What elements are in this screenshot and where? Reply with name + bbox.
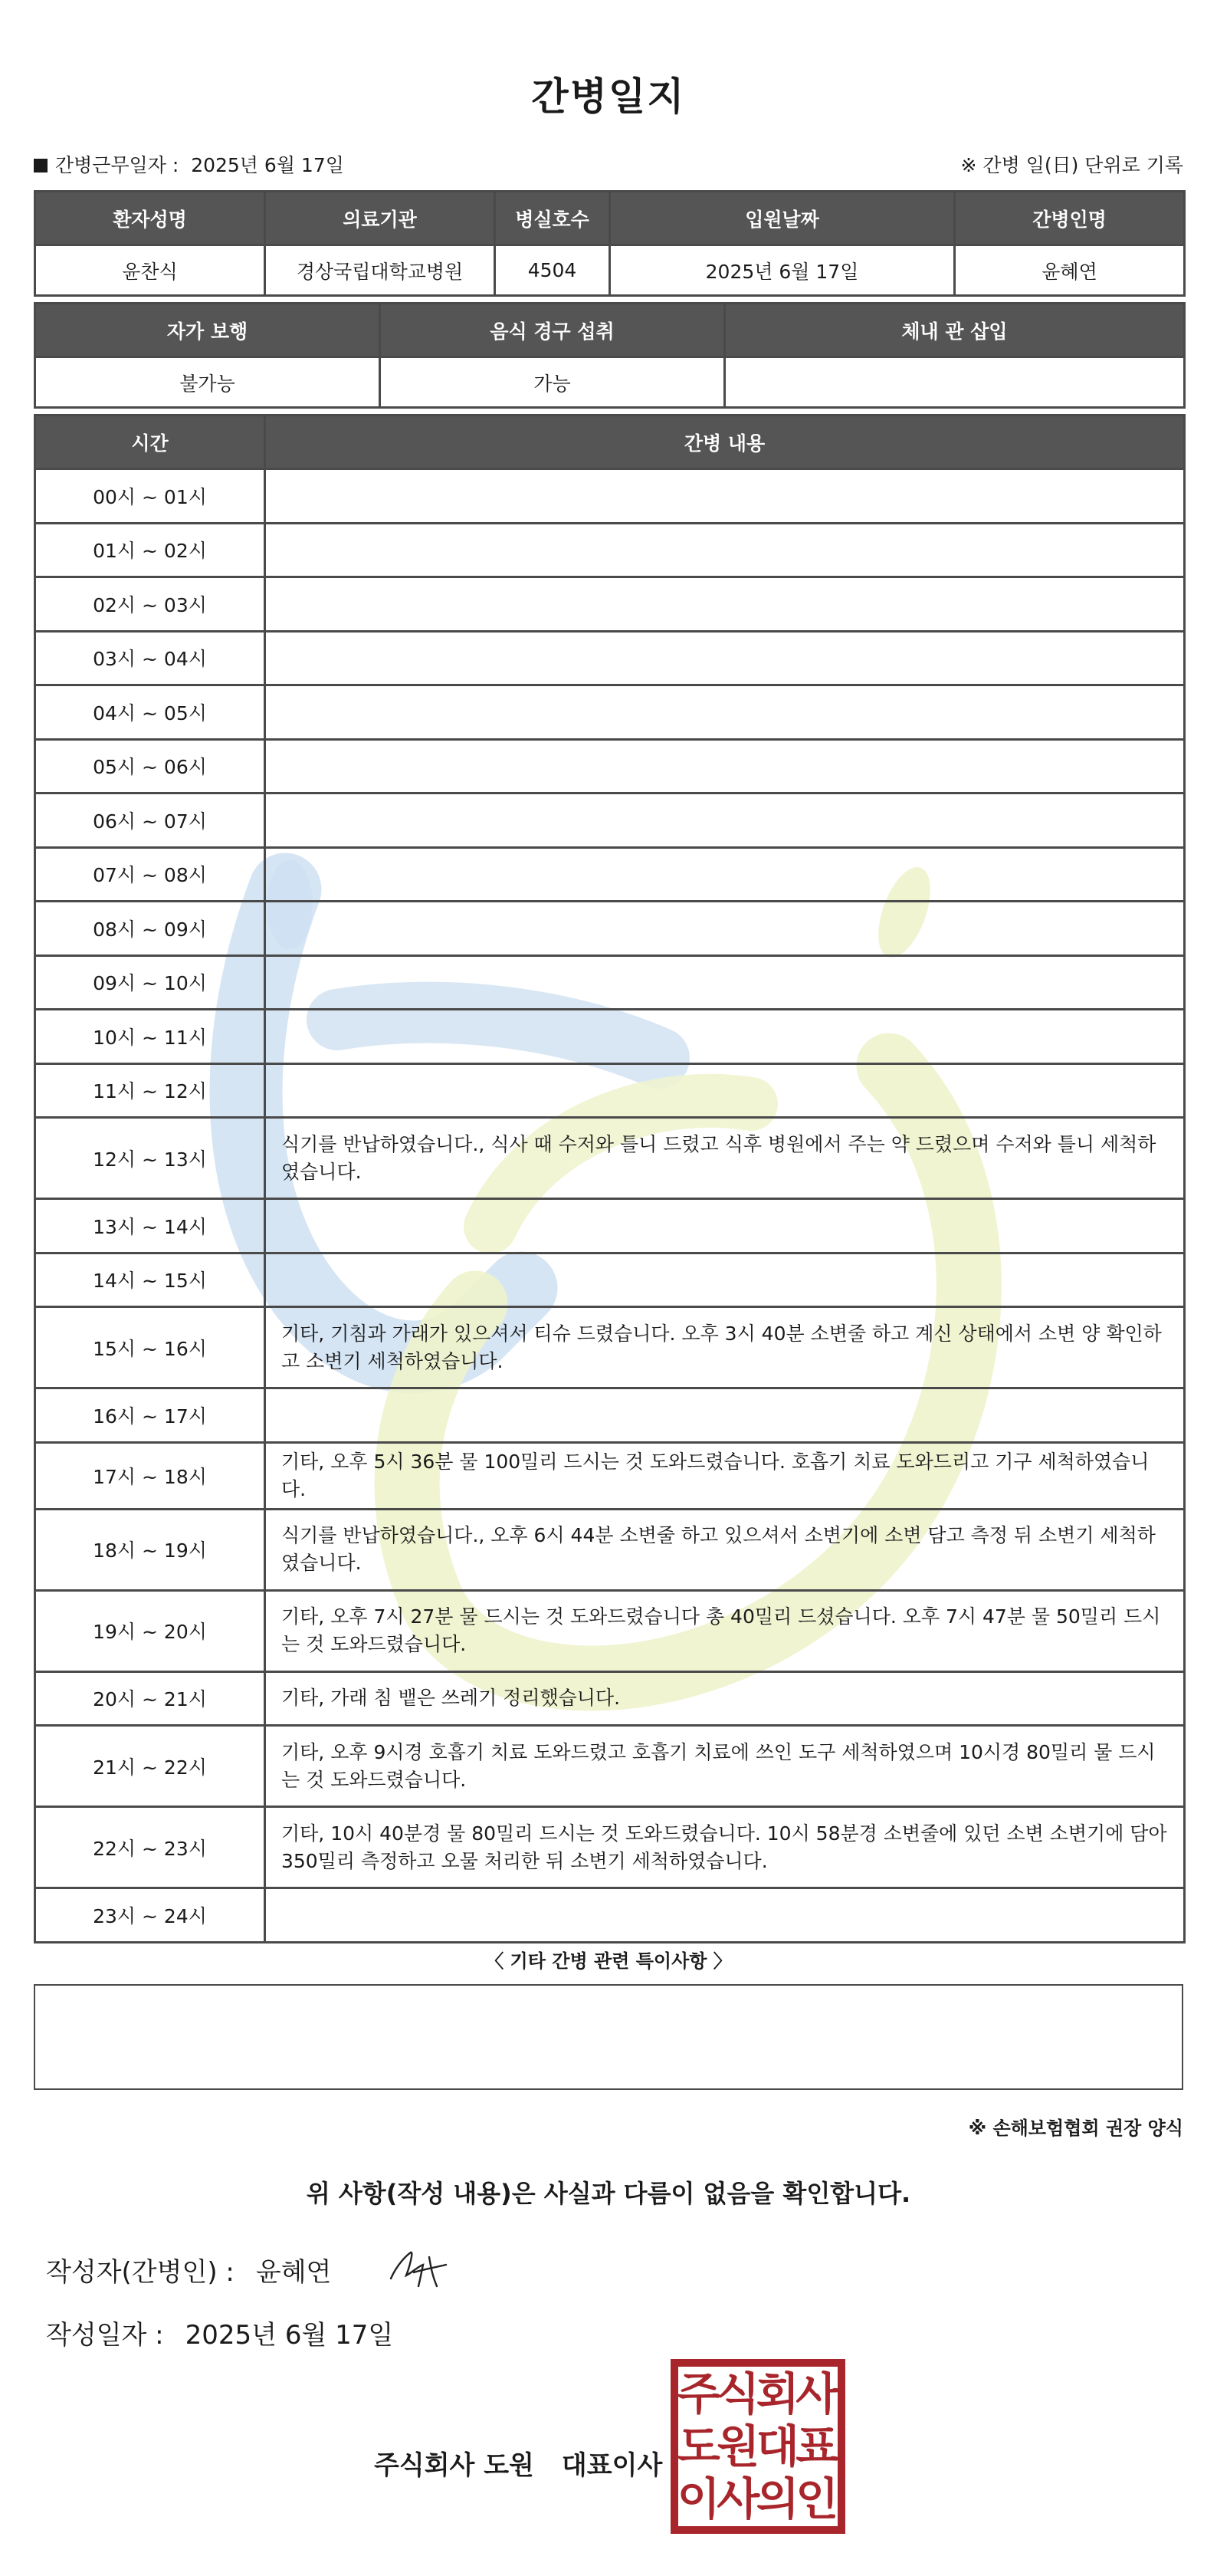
patient-name: 윤찬식: [35, 245, 265, 296]
table-row: [35, 1388, 1185, 1443]
time-cell: 18시 ~ 19시: [35, 1509, 265, 1590]
seal-char: 이: [677, 2472, 720, 2525]
seal-char: 원: [717, 2420, 760, 2472]
time-cell: 06시 ~ 07시: [35, 794, 265, 848]
table-row: [35, 1442, 1185, 1509]
time-cell: 22시 ~ 23시: [35, 1807, 265, 1888]
care-date-line: [34, 150, 344, 178]
table-row: [35, 685, 1185, 740]
time-cell: 04시 ~ 05시: [35, 685, 265, 740]
time-cell: 17시 ~ 18시: [35, 1442, 265, 1509]
seal-char: 의: [756, 2472, 799, 2525]
room-number: 4504: [495, 245, 610, 296]
admission-date: 2025년 6월 17일: [610, 245, 955, 296]
table-row: [35, 955, 1185, 1010]
unit-note: ※ 간병 일(日) 단위로 기록: [960, 154, 1183, 176]
company-seal: [670, 2358, 846, 2535]
seal-char: 사: [717, 2472, 760, 2525]
oral-intake-value: 가능: [380, 357, 725, 408]
note-cell: 식기를 반납하였습니다., 식사 때 수저와 틀니 드렸고 식후 병원에서 주는 약 드렸으며 수저와 틀니 세척하였습니다.: [265, 1118, 1185, 1199]
seal-char: 대: [756, 2420, 799, 2472]
time-cell: 05시 ~ 06시: [35, 739, 265, 794]
self-walking-value: 불가능: [35, 357, 380, 408]
writer-line: [46, 2251, 331, 2288]
note-cell: [265, 1199, 1185, 1254]
seal-char: 표: [795, 2420, 839, 2472]
table-row: [35, 577, 1185, 632]
seal-char: 도: [677, 2420, 720, 2472]
written-date-value: 2025년 6월 17일: [185, 2320, 394, 2351]
time-cell: 15시 ~ 16시: [35, 1307, 265, 1388]
note-cell: [265, 685, 1185, 740]
signature-mark: [383, 2242, 452, 2295]
note-cell: 기타, 오후 7시 27분 물 드시는 것 도와드렸습니다 총 40밀리 드셨습니다. 오후 7시 47분 물 50밀리 드시는 것 도와드렸습니다.: [265, 1590, 1185, 1671]
table-row: [35, 523, 1185, 577]
table-row: [35, 631, 1185, 685]
patient-info-table: [34, 190, 1186, 297]
header-care-content: 간병 내용: [265, 416, 1185, 469]
note-cell: 기타, 10시 40분경 물 80밀리 드시는 것 도와드렸습니다. 10시 58분경 소변줄에 있던 소변 소변기에 담아 350밀리 측정하고 오물 처리한 뒤 소변기 세척하였습니다.: [265, 1807, 1185, 1888]
page-title: 간병일지: [531, 74, 686, 119]
header-patient-name: 환자성명: [35, 192, 265, 245]
note-cell: 기타, 오후 9시경 호흡기 치료 도와드렸고 호흡기 치료에 쓰인 도구 세척하였으며 10시경 80밀리 물 드시는 것 도와드렸습니다.: [265, 1726, 1185, 1807]
seal-char: 주: [677, 2367, 720, 2420]
seal-char: 식: [717, 2367, 760, 2420]
note-cell: 기타, 가래 침 뱉은 쓰레기 정리했습니다.: [265, 1671, 1185, 1726]
square-bullet-icon: [34, 159, 48, 172]
time-cell: 13시 ~ 14시: [35, 1199, 265, 1254]
company-signature-line: [374, 2444, 662, 2482]
note-cell: [265, 1253, 1185, 1307]
company-name: 주식회사 도원: [374, 2450, 534, 2481]
time-cell: 16시 ~ 17시: [35, 1388, 265, 1443]
note-cell: [265, 1063, 1185, 1118]
table-row: [35, 1199, 1185, 1254]
note-cell: [265, 469, 1185, 524]
care-date-value: 2025년 6월 17일: [191, 154, 344, 176]
table-row: [35, 469, 1185, 524]
table-row: [35, 794, 1185, 848]
table-row: [35, 1063, 1185, 1118]
note-cell: [265, 577, 1185, 632]
time-cell: 11시 ~ 12시: [35, 1063, 265, 1118]
header-self-walking: 자가 보행: [35, 304, 380, 357]
header-caregiver: 간병인명: [955, 192, 1185, 245]
form-source-note: ※ 손해보험협회 권장 양식: [968, 2118, 1183, 2139]
header-oral-intake: 음식 경구 섭취: [380, 304, 725, 357]
hospital-name: 경상국립대학교병원: [265, 245, 495, 296]
table-row: [35, 1671, 1185, 1726]
note-cell: [265, 1888, 1185, 1943]
written-date-label: 작성일자 :: [46, 2320, 164, 2351]
time-cell: 01시 ~ 02시: [35, 523, 265, 577]
table-row: [35, 1726, 1185, 1807]
table-row: [35, 739, 1185, 794]
note-cell: [265, 794, 1185, 848]
header-hospital: 의료기관: [265, 192, 495, 245]
care-schedule-table: [34, 414, 1186, 1944]
table-row: [35, 1590, 1185, 1671]
extra-notes-box: [34, 1984, 1183, 2090]
seal-char: 인: [795, 2472, 839, 2525]
time-cell: 03시 ~ 04시: [35, 631, 265, 685]
note-cell: [265, 523, 1185, 577]
note-cell: [265, 631, 1185, 685]
company-representative-title: 대표이사: [561, 2450, 663, 2481]
note-cell: [265, 902, 1185, 956]
table-row: [35, 1253, 1185, 1307]
writer-label: 작성자(간병인) :: [46, 2257, 235, 2288]
table-row: [35, 1118, 1185, 1199]
note-cell: [265, 1010, 1185, 1064]
time-cell: 12시 ~ 13시: [35, 1118, 265, 1199]
patient-status-table: [34, 302, 1186, 409]
time-cell: 21시 ~ 22시: [35, 1726, 265, 1807]
time-cell: 20시 ~ 21시: [35, 1671, 265, 1726]
time-cell: 23시 ~ 24시: [35, 1888, 265, 1943]
time-cell: 08시 ~ 09시: [35, 902, 265, 956]
writer-name: 윤혜연: [255, 2257, 332, 2288]
table-row: [35, 1010, 1185, 1064]
written-date-line: [46, 2314, 393, 2351]
header-tube-insertion: 체내 관 삽입: [725, 304, 1185, 357]
time-cell: 19시 ~ 20시: [35, 1590, 265, 1671]
time-cell: 10시 ~ 11시: [35, 1010, 265, 1064]
table-row: [35, 1307, 1185, 1388]
confirmation-statement: 위 사항(작성 내용)은 사실과 다름이 없음을 확인합니다.: [306, 2179, 911, 2208]
header-admission-date: 입원날짜: [610, 192, 955, 245]
time-cell: 07시 ~ 08시: [35, 847, 265, 902]
table-row: [35, 1509, 1185, 1590]
care-date-label: 간병근무일자 :: [55, 154, 179, 176]
extra-notes-label: 〈 기타 간병 관련 특이사항 〉: [485, 1950, 732, 1972]
header-room: 병실호수: [495, 192, 610, 245]
time-cell: 14시 ~ 15시: [35, 1253, 265, 1307]
time-cell: 09시 ~ 10시: [35, 955, 265, 1010]
table-row: [35, 1888, 1185, 1943]
note-cell: 기타, 기침과 가래가 있으셔서 티슈 드렸습니다. 오후 3시 40분 소변줄 하고 계신 상태에서 소변 양 확인하고 소변기 세척하였습니다.: [265, 1307, 1185, 1388]
time-cell: 00시 ~ 01시: [35, 469, 265, 524]
note-cell: [265, 847, 1185, 902]
caregiver-name: 윤혜연: [955, 245, 1185, 296]
seal-char: 회: [756, 2367, 799, 2420]
table-row: [35, 1807, 1185, 1888]
note-cell: 식기를 반납하였습니다., 오후 6시 44분 소변줄 하고 있으셔서 소변기에 소변 담고 측정 뒤 소변기 세척하였습니다.: [265, 1509, 1185, 1590]
seal-char: 사: [795, 2367, 839, 2420]
header-time: 시간: [35, 416, 265, 469]
time-cell: 02시 ~ 03시: [35, 577, 265, 632]
table-row: [35, 902, 1185, 956]
note-cell: 기타, 오후 5시 36분 물 100밀리 드시는 것 도와드렸습니다. 호흡기 치료 도와드리고 기구 세척하였습니다.: [265, 1442, 1185, 1509]
note-cell: [265, 739, 1185, 794]
tube-insertion-value: [725, 357, 1185, 408]
note-cell: [265, 1388, 1185, 1443]
table-row: [35, 847, 1185, 902]
note-cell: [265, 955, 1185, 1010]
